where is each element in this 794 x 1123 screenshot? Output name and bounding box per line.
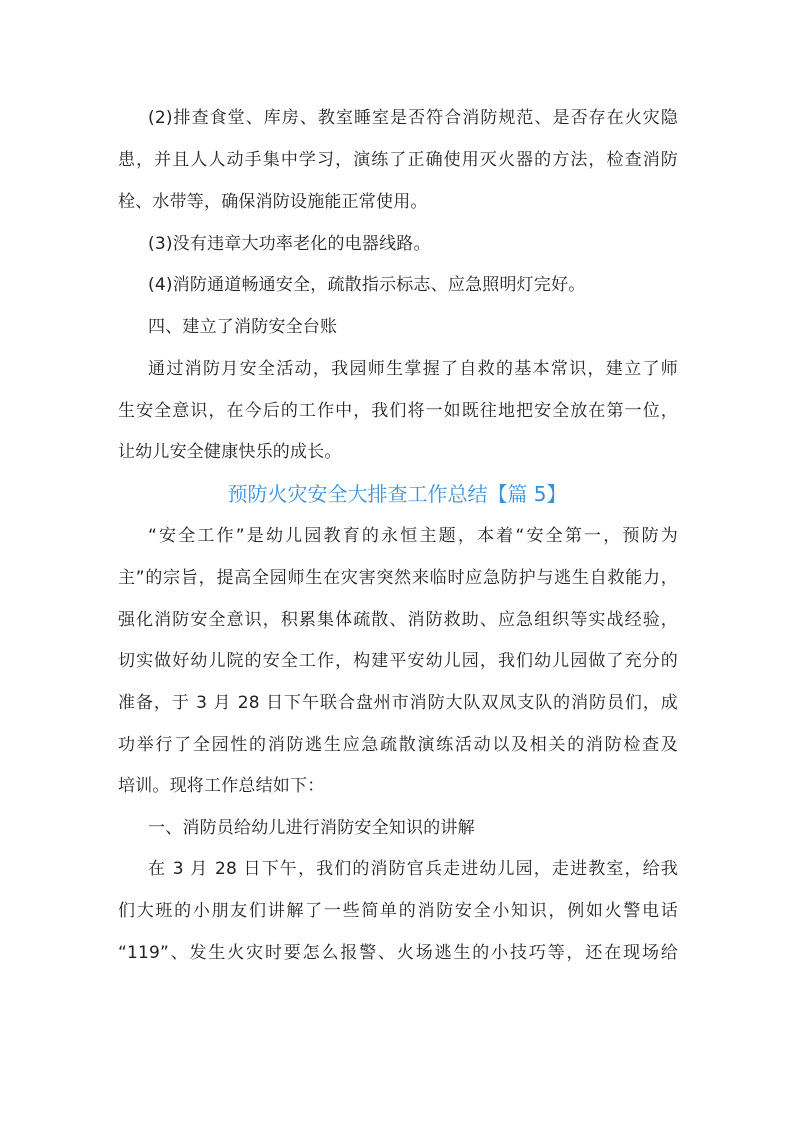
paragraph-line: “119”、发生火灾时要怎么报警、火场逃生的小技巧等，还在现场给	[118, 943, 678, 963]
paragraph-line: “安全工作”是幼儿园教育的永恒主题，本着“安全第一，预防为	[148, 526, 678, 546]
paragraph-line: 患，并且人人动手集中学习，演练了正确使用灭火器的方法，检查消防	[118, 150, 678, 170]
paragraph-line: 在 3 月 28 日下午，我们的消防官兵走进幼儿园，走进教室，给我	[148, 859, 678, 879]
paragraph-line: 主”的宗旨，提高全园师生在灾害突然来临时应急防护与逃生自救能力，	[118, 568, 678, 588]
paragraph-line: (3)没有违章大功率老化的电器线路。	[148, 234, 431, 254]
paragraph-line: 强化消防安全意识，积累集体疏散、消防救助、应急组织等实战经验，	[118, 610, 678, 630]
paragraph-line: 准备，于 3 月 28 日下午联合盘州市消防大队双凤支队的消防员们，成	[118, 693, 678, 713]
paragraph-line: 让幼儿安全健康快乐的成长。	[118, 442, 342, 462]
section-heading: 四、建立了消防安全台账	[148, 317, 338, 337]
paragraph-line: 通过消防月安全活动，我园师生掌握了自救的基本常识，建立了师	[148, 359, 678, 379]
paragraph-line: 栓、水带等，确保消防设施能正常使用。	[118, 192, 428, 212]
paragraph-line: 们大班的小朋友们讲解了一些简单的消防安全小知识，例如火警电话	[118, 901, 678, 921]
paragraph-line: 生安全意识，在今后的工作中，我们将一如既往地把安全放在第一位，	[118, 401, 678, 421]
paragraph-line: 培训。现将工作总结如下：	[118, 776, 325, 796]
paragraph-line: 功举行了全园性的消防逃生应急疏散演练活动以及相关的消防检查及	[118, 735, 678, 755]
paragraph-line: (2)排查食堂、库房、教室睡室是否符合消防规范、是否存在火灾隐	[148, 108, 678, 128]
paragraph-line: 切实做好幼儿院的安全工作，构建平安幼儿园，我们幼儿园做了充分的	[118, 651, 678, 671]
paragraph-line: (4)消防通道畅通安全，疏散指示标志、应急照明灯完好。	[148, 275, 586, 295]
article-title: 预防火灾安全大排查工作总结【篇 5】	[227, 482, 567, 506]
section-heading: 一、消防员给幼儿进行消防安全知识的讲解	[148, 818, 475, 838]
